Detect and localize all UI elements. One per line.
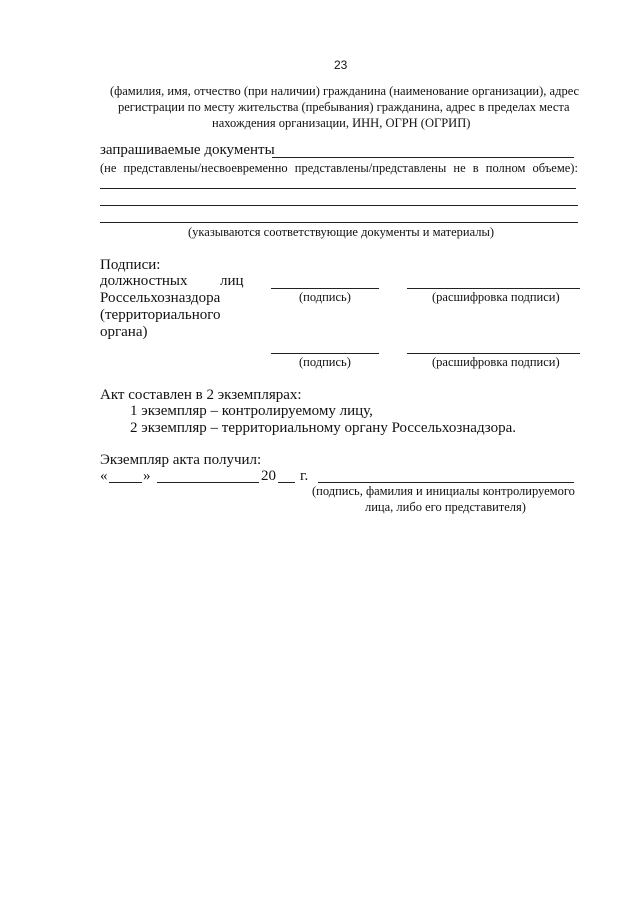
signature-line-1 (271, 288, 379, 289)
signatures-role-line-4: органа) (100, 324, 148, 340)
signatures-role-line-2: Россельхозназдора (100, 290, 221, 306)
documents-status-note: (не представлены/несвоевременно представлены/представлены не в полном объеме): (100, 161, 578, 175)
signatures-role-word-2: лиц (220, 273, 244, 289)
signatures-role-line-3: (территориального (100, 307, 221, 323)
requested-documents-label: запрашиваемые документы (100, 142, 275, 158)
receipt-signature-line (318, 482, 574, 483)
signature-line-2 (271, 353, 379, 354)
header-caption-line-1: (фамилия, имя, отчество (при наличии) гражданина (наименование организации), адрес (110, 84, 580, 98)
signatures-heading: Подписи: (100, 257, 161, 273)
receipt-day-line (109, 482, 142, 483)
act-copy-2: 2 экземпляр – территориальному органу Россельхознадзора. (130, 420, 517, 436)
receipt-year-prefix: 20 (261, 468, 276, 484)
signature-caption-1: (подпись) (299, 290, 351, 304)
page-number: 23 (334, 58, 348, 72)
act-copies-line: Акт составлен в 2 экземплярах: (100, 387, 302, 403)
documents-fill-line-2 (100, 205, 578, 206)
documents-caption: (указываются соответствующие документы и материалы) (188, 225, 495, 239)
receipt-quote-open: « (100, 468, 108, 484)
receipt-year-line (278, 482, 295, 483)
receipt-month-line (157, 482, 259, 483)
signatures-role-word-1: должностных (100, 273, 188, 289)
header-caption-line-3: нахождения организации, ИНН, ОГРН (ОГРИП) (212, 116, 471, 130)
receipt-caption-line-1: (подпись, фамилия и инициалы контролируемого (312, 484, 575, 498)
decode-line-1 (407, 288, 580, 289)
receipt-quote-close: » (143, 468, 151, 484)
documents-fill-line-1 (100, 188, 576, 189)
receipt-label: Экземпляр акта получил: (100, 452, 262, 468)
signature-caption-2: (подпись) (299, 355, 351, 369)
decode-caption-2: (расшифровка подписи) (432, 355, 560, 369)
documents-fill-line-3 (100, 222, 578, 223)
receipt-caption-line-2: лица, либо его представителя) (365, 500, 526, 514)
decode-caption-1: (расшифровка подписи) (432, 290, 560, 304)
receipt-year-suffix: г. (300, 468, 309, 484)
decode-line-2 (407, 353, 580, 354)
act-copy-1: 1 экземпляр – контролируемому лицу, (130, 403, 373, 419)
requested-documents-line (272, 157, 574, 158)
header-caption-line-2: регистрации по месту жительства (пребывания) гражданина, адрес в пределах места (118, 100, 570, 114)
